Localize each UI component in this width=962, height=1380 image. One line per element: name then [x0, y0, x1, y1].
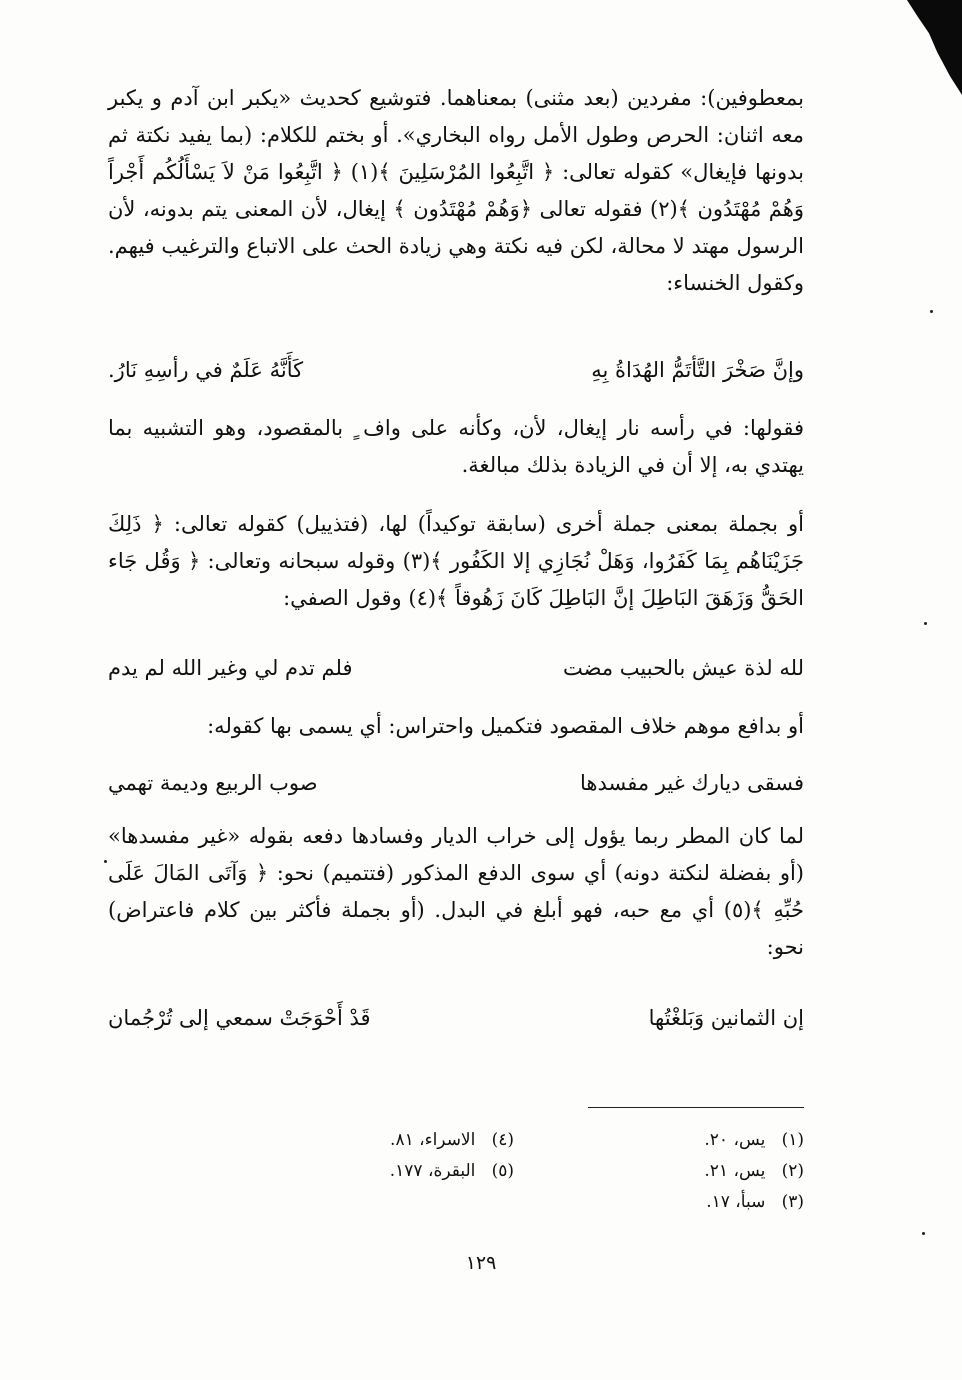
scan-speck [930, 310, 933, 313]
footnote-separator [588, 1107, 804, 1108]
paragraph-2: فقولها: في رأسه نار إيغال، لأن، وكأنه على واف ٍ بالمقصود، وهو التشبيه بما يهتدي به، إلا أن في الزيادة بذلك مبالغة. [108, 416, 804, 477]
verse-1 [108, 350, 804, 390]
verse-4-first-hemistich: إن الثمانين وَبَلغْتُها [648, 1006, 804, 1030]
footnote-number: (٢) [781, 1161, 804, 1181]
paragraph-4: أو بدافع موهم خلاف المقصود فتكميل واحتراس: أي يسمى بها كقوله: [207, 714, 804, 738]
footnote-item [390, 1125, 514, 1156]
footnote-reference: البقرة، ١٧٧. [389, 1161, 476, 1181]
verse-3-second-hemistich: صوب الربيع وديمة تهمي [108, 771, 318, 795]
verse-4-second-hemistich: قَدْ أَحْوَجَتْ سمعي إلى تُرْجُمان [108, 1006, 371, 1030]
footnote-reference: يس، ٢١. [704, 1161, 766, 1181]
scan-corner-mark [907, 0, 962, 95]
footnote-number: (٣) [781, 1192, 804, 1212]
paragraph-1: بمعطوفين): مفردين (بعد مثنى) بمعناهما. فتوشيع كحديث «يكبر ابن آدم و يكبر معه اثنان: الحرص وطول الأمل رواه البخاري». أو بختم للكلام: (بما يفيد نكتة ثم بدونها فإيغال» كقوله تعالى: ﴿ اتَّبِعُوا المُرْسَلِينَ ﴾(١) ﴿ اتَّبِعُوا مَنْ لاَ يَسْأَلُكُم أَجْراً وَهُمْ مُهْتَدُون ﴾(٢) فقوله تعالى ﴿وَهُمْ مُهْتَدُون ﴾ إيغال، لأن المعنى يتم بدونه، لأن الرسول مهتد لا محالة، لكن فيه نكتة وهي زيادة الحث على الاتباع والترغيب فيهم. وكقول الخنساء: [108, 86, 805, 295]
verse-2-second-hemistich: فلم تدم لي وغير الله لم يدم [108, 656, 353, 680]
verse-2-first-hemistich: لله لذة عيش بالحبيب مضت [563, 656, 804, 680]
scan-speck [922, 1232, 925, 1235]
footnote-reference: الاسراء، ٨١. [390, 1130, 476, 1150]
verse-1-first-hemistich: وإنَّ صَخْرَ التَّأتَمُّ الهُدَاةُ بِهِ [591, 358, 804, 382]
scan-speck [924, 622, 927, 625]
footnote-item [704, 1156, 804, 1187]
verse-3-first-hemistich: فسقى ديارك غير مفسدها [580, 771, 804, 795]
footnote-reference: يس، ٢٠. [704, 1130, 766, 1150]
footnote-item [704, 1125, 804, 1156]
footnote-item [704, 1187, 804, 1218]
footnotes-column-left [390, 1125, 514, 1187]
scan-speck [104, 860, 107, 863]
verse-4 [108, 998, 804, 1038]
footnote-number: (٥) [491, 1161, 514, 1181]
footnote-number: (١) [781, 1130, 804, 1150]
verse-1-second-hemistich: كَأَنَّهُ عَلَمٌ في رأسِهِ نَارُ. [108, 358, 304, 382]
verse-3 [108, 763, 804, 803]
verse-2 [108, 648, 804, 688]
footnote-item [390, 1156, 514, 1187]
paragraph-3: أو بجملة بمعنى جملة أخرى (سابقة توكيداً) لها، (فتذييل) كقوله تعالى: ﴿ ذَلِكَ جَزَيْنَاهُم بِمَا كَفَرُوا، وَهَلْ نُجَازِي إلا الكَفُور ﴾(٣) وقوله سبحانه وتعالى: ﴿ وَقُل جَاء الحَقُّ وَزَهَقَ البَاطِلَ إنَّ البَاطِلَ كَانَ زَهُوقاً ﴾(٤) وقول الصفي: [108, 512, 804, 610]
footnotes-column-right [704, 1125, 804, 1218]
footnote-reference: سبأ، ١٧. [706, 1192, 766, 1212]
page-number: ١٢٩ [465, 1252, 497, 1274]
footnote-number: (٤) [491, 1130, 514, 1150]
paragraph-5: لما كان المطر ربما يؤول إلى خراب الديار وفسادها دفعه بقوله «غير مفسدها» (أو بفضلة لنكتة دونه) أي سوى الدفع المذكور (فتتميم) نحو: ﴿ وَآتَى المَالَ عَلَى حُبِّهِ ﴾(٥) أي مع حبه، فهو أبلغ في البدل. (أو بجملة فأكثر بين كلام فاعتراض) نحو: [108, 824, 804, 959]
